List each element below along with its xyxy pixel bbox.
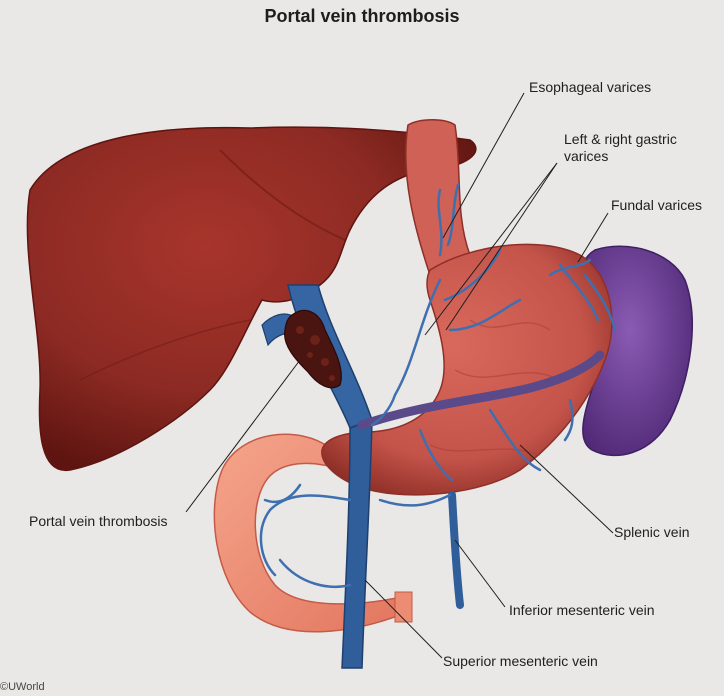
label-superior-mesenteric-vein: Superior mesenteric vein (443, 653, 598, 669)
leader-splenic (520, 445, 613, 533)
inferior-mesenteric-vein (452, 495, 460, 605)
bowel-segment (395, 592, 412, 622)
watermark: ©UWorld (0, 681, 45, 693)
label-esophageal-varices: Esophageal varices (529, 79, 652, 95)
label-inferior-mesenteric-vein: Inferior mesenteric vein (509, 602, 655, 618)
diagram-title: Portal vein thrombosis (264, 6, 460, 26)
label-gastric-varices: Left & right gastric varices (564, 131, 677, 164)
label-portal-vein-thrombosis: Portal vein thrombosis (29, 513, 168, 529)
label-fundal-varices: Fundal varices (611, 197, 703, 213)
label-splenic-vein: Splenic vein (614, 524, 690, 540)
